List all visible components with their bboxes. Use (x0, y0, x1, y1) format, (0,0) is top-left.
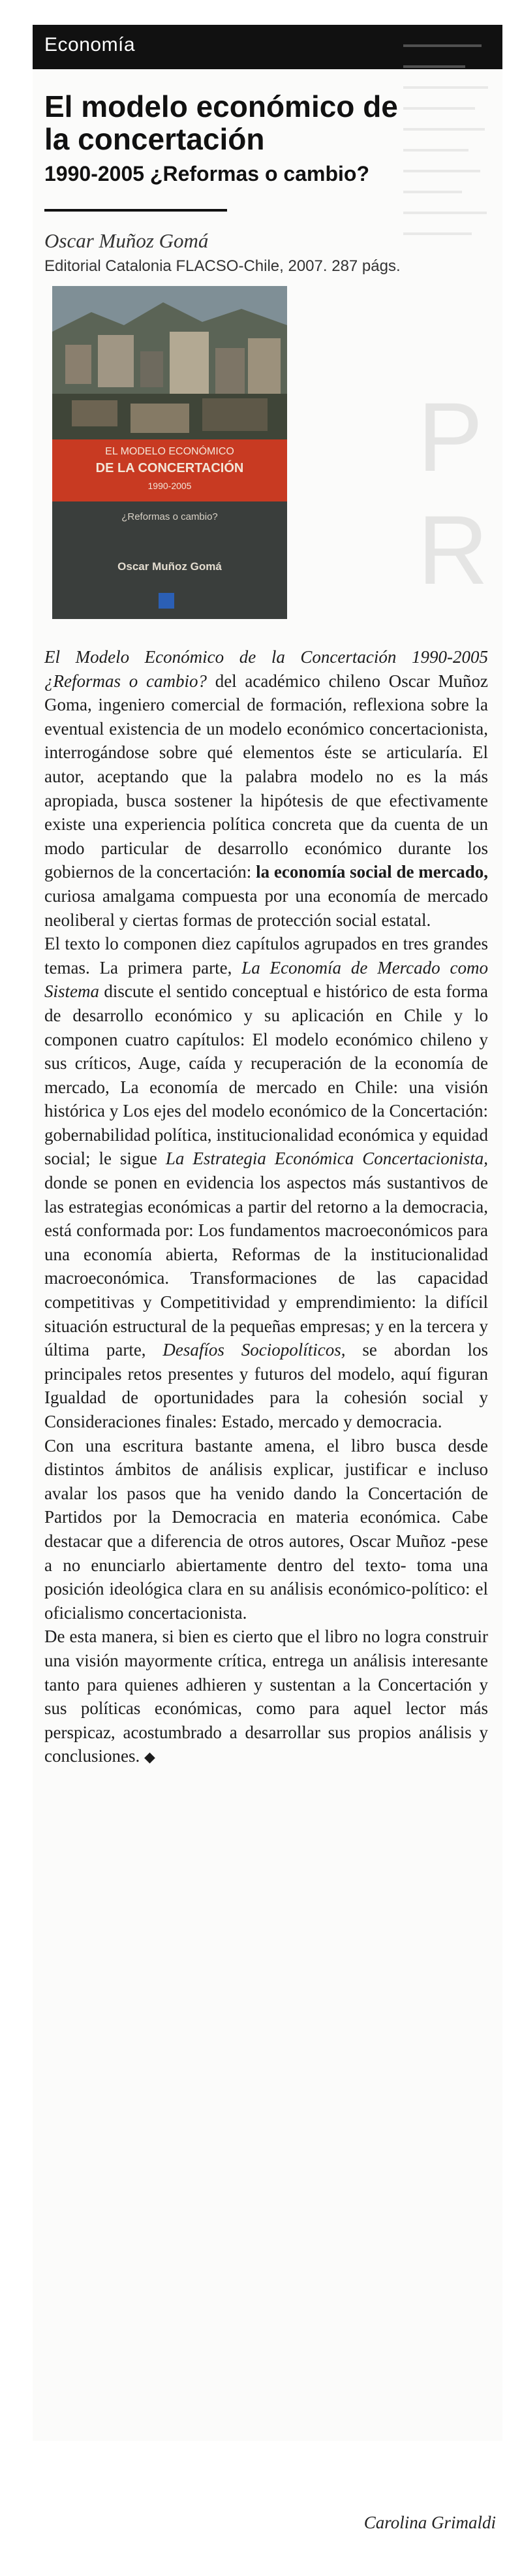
book-publisher: Editorial Catalonia FLACSO-Chile, 2007. 287 págs. (44, 257, 401, 275)
part-two-title: La Estrategia Económica Concertacionista, (165, 1149, 488, 1169)
paragraph-2-text: El texto lo componen diez capítulos agrupados en tres grandes temas. La primera parte, (44, 934, 488, 978)
cover-subtitle: ¿Reformas o cambio? (121, 511, 218, 522)
article-column (33, 25, 502, 2441)
paragraph-2-text-b: discute el sentido conceptual e histórico de esta forma de desarrollo económico y su aplicación en Chile y lo componen cuatro capítulos: El modelo económico chileno y sus críticos, Auge, caída y recuperación de la economía de mercado, La economía de mercado en Chile: una visión histórica y Los ejes del modelo económico de la Concertación: gobernabilidad política, institucionalidad económica y equidad social; le sigue (44, 981, 488, 1169)
paragraph-2-text-d: se abordan los principales retos presentes y futuros del modelo, aquí figuran Igualdad de oportunidades para la cohesión social y Consideraciones finales: Estado, mercado y democracia. (44, 1340, 489, 1431)
article-subtitle: 1990-2005 ¿Reformas o cambio? (44, 162, 369, 185)
part-three-title: Desafíos Sociopolíticos, (162, 1340, 346, 1360)
cover-title-line-2: DE LA CONCERTACIÓN (95, 461, 244, 475)
paragraph-1-text: del académico chileno Oscar Muñoz Goma, ingeniero comercial de formación, reflexiona sobre la eventual existencia de un modelo económico concertacionista, interrogándose sobre qué elementos éste se articularía. El autor, aceptando que la palabra modelo no es la más apropiada, busca sostener la hipótesis de que efectivamente existe una experiencia política concreta que da cuenta de un modo particular de desarrollo económico durante los gobiernos de la concertación: (44, 671, 488, 882)
cover-title-line-1: EL MODELO ECONÓMICO (105, 446, 234, 457)
section-label: Economía (44, 34, 136, 56)
part-one-title: La Economía de Mercado como Sistema (44, 957, 488, 1002)
paragraph-3: Con una escritura bastante amena, el libro busca desde distintos ámbitos de análisis explicar, justificar e incluso avalar los pasos que ha venido dando la Concertación de Partidos por la Democracia en materia económica. Cabe destacar que a diferencia de otros autores, Oscar Muñoz -pese a no enunciarlo abiertamente dentro del texto- toma una posición ideológica clara en su análisis económico-político: el oficialismo concertacionista. (44, 1435, 488, 1623)
end-mark-icon: ◆ (144, 1749, 155, 1766)
key-concept: la economía social de mercado, (256, 862, 488, 882)
book-title-inline: El Modelo Económico de la Concertación 1990-2005 ¿Reformas o cambio? (44, 647, 488, 691)
title-divider (44, 209, 227, 212)
background-watermark (398, 25, 496, 612)
review-signature: Carolina Grimaldi (363, 2513, 496, 2532)
cover-photo-city (52, 286, 287, 439)
cover-author: Oscar Muñoz Gomá (117, 560, 222, 573)
paragraph-2-text-c: donde se ponen en evidencia los aspectos más sustantivos de las estrategias económicas a partir del retorno a la democracia, está conformada por: Los fundamentos macroeconómicos para una economía abierta, Reformas de la institucionalidad macroeconómica. Transformaciones de las capacidad competitivas y Competitividad y emprendimiento: la difícil situación estructural de la pequeñas empresas; y en la tercera y última parte, (44, 1173, 488, 1360)
cover-title-line-3: 1990-2005 (147, 481, 192, 491)
article-body (44, 645, 488, 1770)
publisher-logo-icon (159, 593, 174, 609)
paragraph-2 (44, 932, 488, 1433)
paragraph-1 (44, 645, 488, 932)
paragraph-1-text-end: curiosa amalgama compuesta por una economía de mercado neoliberal y ciertas formas de protección social estatal. (44, 885, 488, 930)
paragraph-4-text: De esta manera, si bien es cierto que el libro no logra construir una visión mayormente crítica, entrega un análisis interesante tanto para quienes adhieren y sustentan a la Concertación y sus políticas económicas, como para aquel lector más perspicaz, acostumbrado a desarrollar sus propios análisis y conclusiones. (44, 1627, 488, 1766)
paragraph-4 (44, 1625, 488, 1770)
book-cover-image (52, 286, 287, 619)
book-author: Oscar Muñoz Gomá (44, 229, 209, 252)
watermark-letters: P R (418, 382, 491, 605)
article-title: El modelo económico de la concertación (44, 89, 398, 156)
